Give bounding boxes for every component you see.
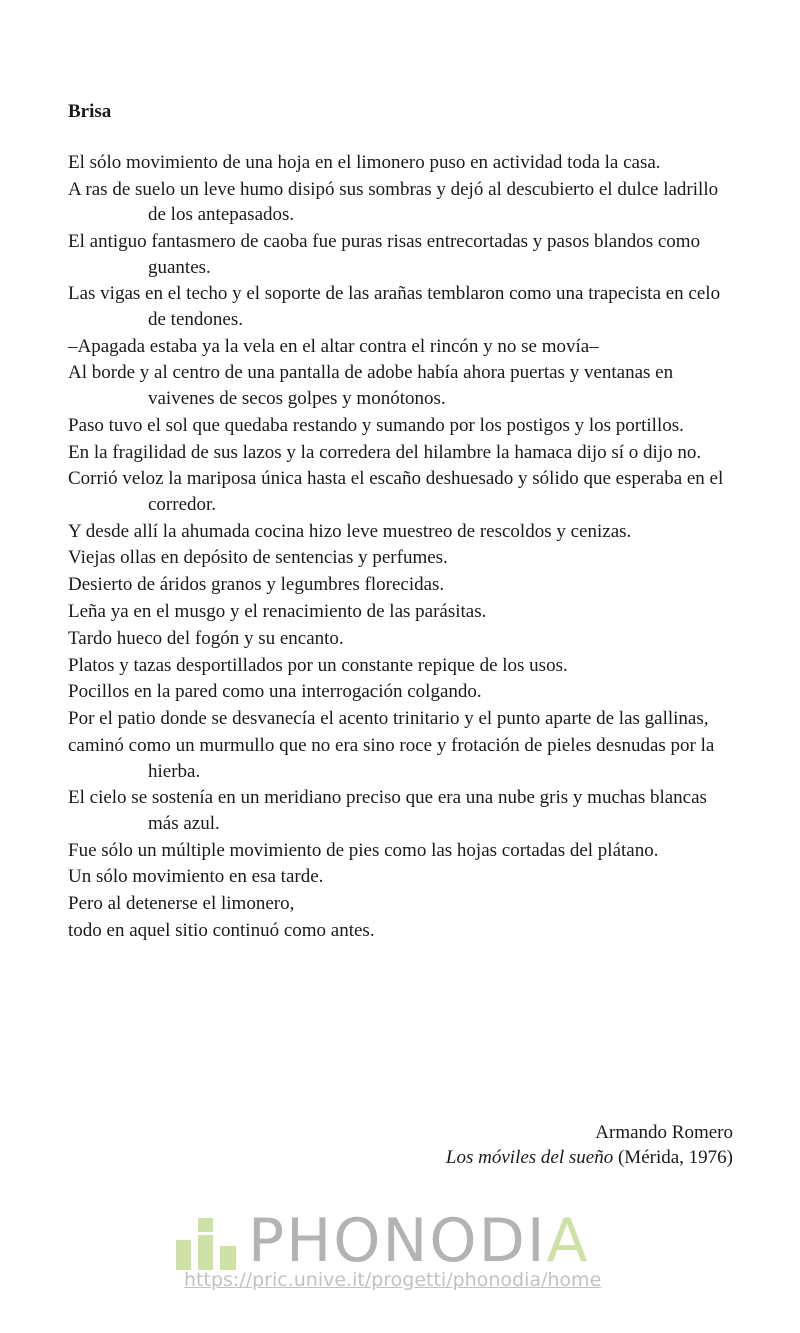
publication-info: (Mérida, 1976)	[613, 1147, 733, 1168]
attribution	[446, 1120, 733, 1170]
logo-wordmark-main: PHONODI	[248, 1206, 547, 1276]
poem-verse: Viejas ollas en depósito de sentencias y perfumes.	[68, 547, 448, 569]
poem-verse: –Apagada estaba ya la vela en el altar contra el rincón y no se movía–	[68, 335, 599, 357]
poem-title: Brisa	[68, 101, 112, 122]
poem-verse: Al borde y al centro de una pantalla de adobe había ahora puertas y ventanas en vaivenes de secos golpes y monótonos.	[68, 362, 674, 409]
poem-verse: Paso tuvo el sol que quedaba restando y sumando por los postigos y los portillos.	[68, 414, 684, 436]
poem-verse: Un sólo movimiento en esa tarde.	[68, 866, 324, 888]
bar-chart-icon	[176, 1214, 236, 1270]
poem-verse: El sólo movimiento de una hoja en el limonero puso en actividad toda la casa.	[68, 152, 661, 173]
poem-verse: Platos y tazas desportillados por un constante repique de los usos.	[68, 654, 568, 676]
poem-verse: Pocillos en la pared como una interrogación colgando.	[68, 681, 482, 703]
poem-body	[68, 150, 733, 945]
poem-verse: todo en aquel sitio continuó como antes.	[68, 920, 375, 942]
poem-verse: Tardo hueco del fogón y su encanto.	[68, 627, 344, 649]
poem-verse: Y desde allí la ahumada cocina hizo leve muestreo de rescoldos y cenizas.	[68, 520, 632, 542]
poem-verse: Las vigas en el techo y el soporte de las arañas temblaron como una trapecista en celo de tendones.	[68, 283, 721, 330]
project-url-link[interactable]: https://pric.unive.it/progetti/phonodia/home	[184, 1269, 602, 1291]
poem-verse: El antiguo fantasmero de caoba fue puras risas entrecortadas y pasos blandos como guantes.	[68, 231, 701, 278]
poem-verse: Fue sólo un múltiple movimiento de pies como las hojas cortadas del plátano.	[68, 839, 659, 861]
poem-verse: Corrió veloz la mariposa única hasta el escaño deshuesado y sólido que esperaba en el corredor.	[68, 468, 724, 515]
phonodia-logo	[176, 1206, 616, 1276]
logo-bar	[198, 1218, 213, 1270]
poem-verse: Leña ya en el musgo y el renacimiento de las parásitas.	[68, 601, 487, 623]
source-line	[446, 1145, 733, 1170]
author-name: Armando Romero	[595, 1122, 733, 1143]
poem-verse: Por el patio donde se desvanecía el acento trinitario y el punto aparte de las gallinas,	[68, 708, 709, 730]
poem-verse: El cielo se sostenía en un meridiano preciso que era una nube gris y muchas blancas más azul.	[68, 787, 707, 834]
book-title: Los móviles del sueño	[445, 1147, 614, 1168]
logo-wordmark-accent: A	[546, 1206, 590, 1276]
poem-verse: En la fragilidad de sus lazos y la corredera del hilambre la hamaca dijo sí o dijo no.	[68, 441, 702, 463]
poem-verse: caminó como un murmullo que no era sino roce y frotación de pieles desnudas por la hierba.	[68, 735, 715, 782]
poem-verse: A ras de suelo un leve humo disipó sus sombras y dejó al descubierto el dulce ladrillo de los antepasados.	[68, 178, 719, 226]
logo-bar	[198, 1232, 213, 1235]
poem-verse: Pero al detenerse el limonero,	[68, 893, 295, 915]
poem-verse: Desierto de áridos granos y legumbres florecidas.	[68, 574, 445, 596]
logo-wordmark	[248, 1206, 590, 1276]
logo-bar	[220, 1246, 236, 1270]
logo-bar	[176, 1240, 191, 1270]
